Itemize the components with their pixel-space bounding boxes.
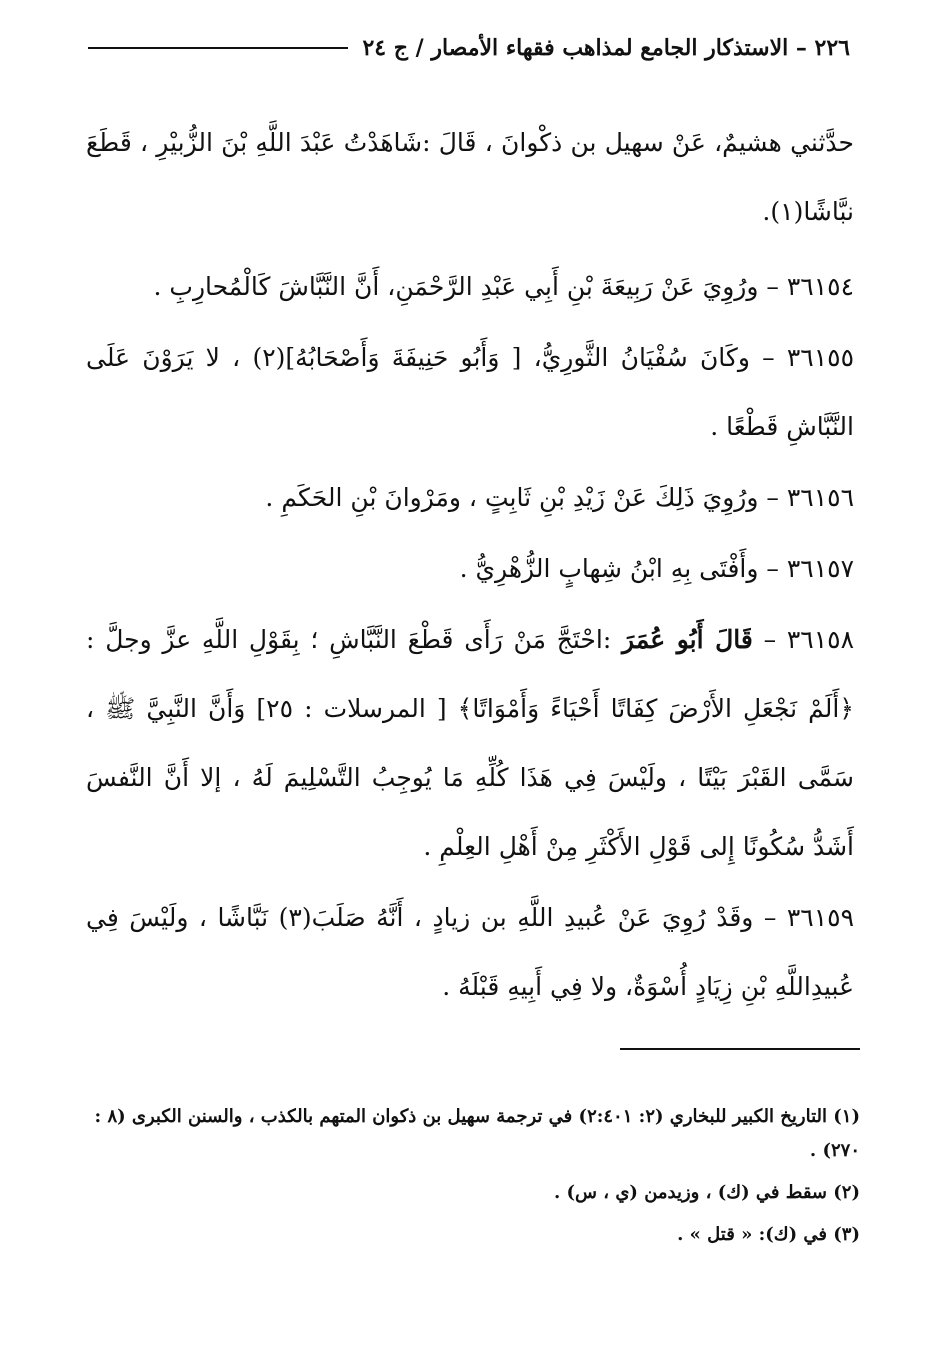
running-title: ٢٢٦ – الاستذكار الجامع لمذاهب فقهاء الأمصار / ج ٢٤ <box>362 35 850 61</box>
dash: – <box>752 625 777 654</box>
paragraph-text: حدَّثني هشيمٌ، عَنْ سهيل بن ذكْوانَ ، قَالَ :شَاهَدْتُ عَبْدَ اللَّهِ بْنَ الزُّبيْرِ ، قَطَعَ نبَّاشًا(١). <box>86 128 854 226</box>
footnote-1: (١) التاريخ الكبير للبخاري (٢: ٢:٤٠١) في ترجمة سهيل بن ذكوان المتهم بالكذب ، والسنن الكبرى (٨ : ٢٧٠) . <box>94 1106 860 1161</box>
paragraph-intro <box>86 108 854 246</box>
page-header <box>88 28 850 68</box>
paragraph-text: وأَفْتَى بِهِ ابْنُ شِهابٍ الزُّهْرِيُّ . <box>459 554 759 583</box>
paragraph-text: وقَدْ رُوِيَ عَنْ عُبيدِ اللَّهِ بن زيادٍ ، أَنَّهُ صَلَبَ(٣) نَبَّاشًا ، ولَيْسَ فِي عُبيدِاللَّهِ بْنِ زِيَادٍ أُسْوَةٌ، ولا فِي أَبِيهِ قَبْلَهُ . <box>86 903 854 1001</box>
footnote-separator <box>620 1048 860 1050</box>
paragraph-36156 <box>86 463 854 532</box>
paragraph-number: ٣٦١٥٧ <box>786 554 854 583</box>
paragraph-text: :احْتَجَّ مَنْ رَأَى قَطْعَ النَّبَّاشِ ؛ بِقَوْلِ اللَّهِ عزَّ وجلَّ : ﴿أَلَمْ نَجْعَلِ الأَرْضَ كِفَاتًا أَحْيَاءً وَأَمْوَاتًا﴾ [ المرسلات : ٢٥] وَأَنَّ النَّبِيَّ ﷺ ، سَمَّى القَبْرَ بَيْتًا ، ولَيْسَ فِي هَذَا كُلِّهِ مَا يُوجِبُ التَّسْلِيمَ لَهُ ، إلا أَنَّ النَّفسَ أَشَدُّ سُكُونًا إِلى قَوْلِ الأَكْثَرِ مِنْ أَهْلِ العِلْمِ . <box>86 625 854 861</box>
paragraph-number: ٣٦١٥٩ <box>786 903 855 932</box>
paragraph-36154 <box>86 252 854 321</box>
speaker-lead: قَالَ أَبُو عُمَرَ <box>622 625 753 654</box>
dash: – <box>758 272 779 301</box>
dash: – <box>758 554 779 583</box>
dash: – <box>753 903 777 932</box>
paragraph-36157 <box>86 534 854 603</box>
paragraph-36159 <box>86 883 854 1021</box>
footnote-2: (٢) سقط في (ك) ، وزيدمن (ي ، س) . <box>553 1182 860 1203</box>
header-rule <box>88 47 348 49</box>
paragraph-36158 <box>86 605 854 881</box>
main-text <box>86 108 854 1023</box>
dash: – <box>749 343 775 372</box>
paragraph-number: ٣٦١٥٦ <box>786 483 854 512</box>
paragraph-36155 <box>86 323 854 461</box>
paragraph-number: ٣٦١٥٥ <box>786 343 854 372</box>
paragraph-text: ورُوِيَ عَنْ رَبِيعَةَ بْنِ أَبِي عَبْدِ الرَّحْمَنِ، أَنَّ النَّبَّاشَ كَالْمُحارِبِ . <box>153 272 759 301</box>
paragraph-text: وكَانَ سُفْيَانُ الثَّورِيُّ، [ وَأَبُو حَنِيفَةَ وَأَصْحَابُهُ](٢) ، لا يَرَوْنَ عَلَى النَّبَّاشِ قَطْعًا . <box>86 343 854 441</box>
paragraph-number: ٣٦١٥٨ <box>786 625 855 654</box>
footnote-3: (٣) في (ك): « قتل » . <box>677 1224 860 1245</box>
dash: – <box>758 483 779 512</box>
paragraph-number: ٣٦١٥٤ <box>786 272 854 301</box>
footnotes <box>86 1100 860 1260</box>
paragraph-text: ورُوِيَ ذَلِكَ عَنْ زَيْدِ بْنِ ثَابِتٍ ، ومَرْوانَ بْنِ الحَكَمِ . <box>265 483 759 512</box>
